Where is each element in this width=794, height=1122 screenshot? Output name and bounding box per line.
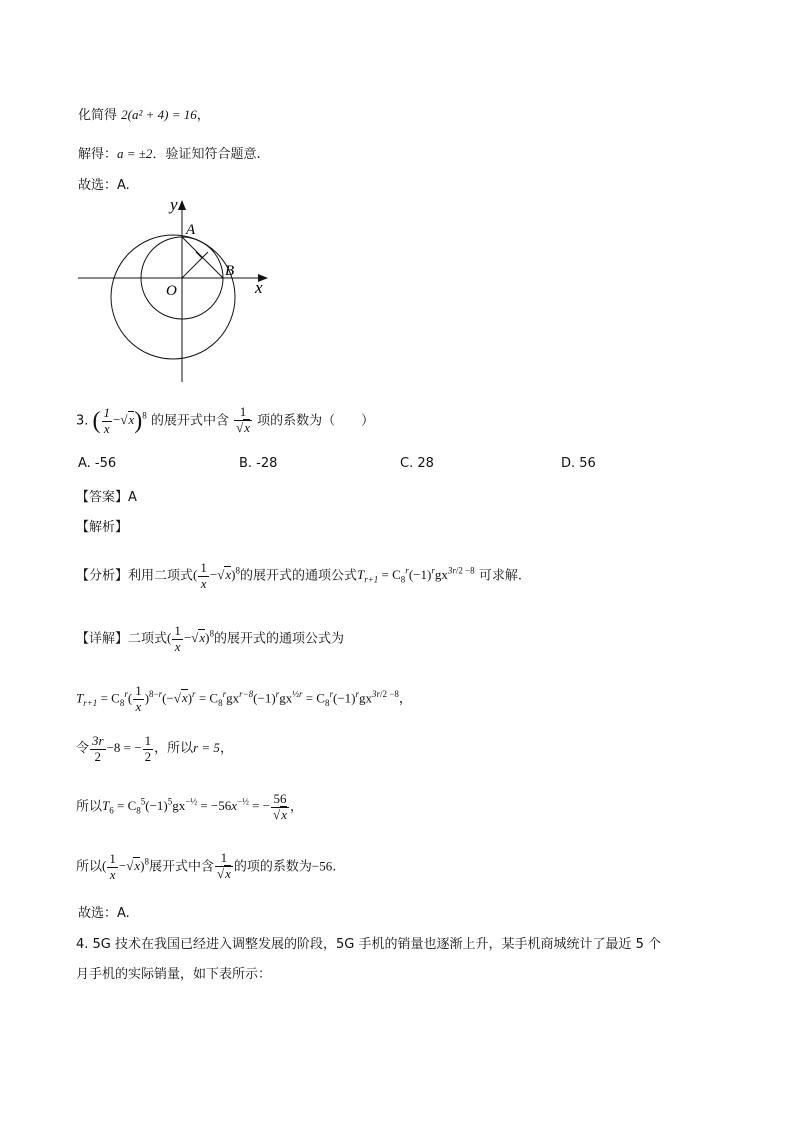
answer-line: 【答案】A bbox=[76, 490, 137, 505]
final-mid: 展开式中含 bbox=[148, 859, 214, 875]
simplify-prefix: 化简得 bbox=[78, 108, 118, 123]
problem3-choice: 故选：A. bbox=[78, 906, 130, 921]
fenxi-prefix: 【分析】利用二项式 bbox=[76, 568, 194, 584]
simplify-expression: 2(a² + 4) = 16 bbox=[121, 107, 197, 122]
r-value: r = 5 bbox=[193, 740, 220, 755]
option-d[interactable]: D. 56 bbox=[561, 456, 596, 471]
problem4-line1: 4. 5G 技术在我国已经进入调整发展的阶段，5G 手机的销量也逐渐上升，某手机商城统计了最近 5 个 bbox=[76, 937, 662, 952]
final-line: 所以( $\frac{1}{x}$ −√x)$^8$展开式中含 $\frac{1}{√x}$ 的项的系数为−56. bbox=[76, 850, 337, 882]
x-label: x bbox=[255, 278, 263, 297]
o-label: O bbox=[166, 283, 177, 299]
ling-prefix: 令 bbox=[76, 741, 90, 756]
y-label: y bbox=[170, 195, 178, 214]
option-b[interactable]: B. -28 bbox=[239, 456, 278, 471]
ling-mid: ，所以 bbox=[154, 741, 194, 756]
binomial-expression: ( $\frac{1}{x}$ −√x)$^8$ bbox=[92, 404, 147, 436]
solve-expression: a = ±2 bbox=[117, 146, 153, 161]
ling-line: 令 $\frac{3r}{2}$ −8 = − $\frac{1}{2}$ ，所以r = 5， bbox=[76, 732, 233, 764]
a-label: A bbox=[186, 222, 196, 238]
option-c[interactable]: C. 28 bbox=[400, 456, 434, 471]
options-row bbox=[78, 456, 596, 471]
fenxi-mid: 的展开式的通项公式 bbox=[239, 568, 357, 584]
perpendicular-segment bbox=[182, 258, 202, 278]
solve-prefix: 解得： bbox=[78, 147, 118, 162]
problem-number: 3. bbox=[76, 413, 89, 429]
analysis-heading: 【解析】 bbox=[76, 520, 129, 535]
suoyi-prefix: 所以 bbox=[76, 799, 103, 815]
fenxi-end: 可求解. bbox=[478, 568, 522, 584]
problem2-choice: 故选：A. bbox=[78, 178, 130, 193]
b-label: B bbox=[225, 263, 235, 279]
general-term-formula: $T_{r+1} = C_8^r$( $\frac{1}{x}$ )$^{8-r}(-√x)^r = C_8^rgx^{r-8}(-1)^rgx^{\frac{1}{2}r} = C_8^r(-1)^rgx^{3r/2 -8}$， bbox=[76, 682, 412, 714]
problem3-question bbox=[76, 394, 374, 443]
problem4-line2: 月手机的实际销量，如下表所示： bbox=[76, 967, 272, 982]
option-a[interactable]: A. -56 bbox=[78, 456, 117, 471]
fenxi-line: 【分析】利用二项式( $\frac{1}{x}$ −√x)$^8$的展开式的通项公式$T_{r+1} = C_8^r(-1)^rgx^{3r/2 -8}$ 可求解. bbox=[76, 559, 522, 591]
solve-note: ．验证知符合题意. bbox=[152, 147, 261, 162]
question-end: 项的系数为（ ） bbox=[257, 413, 375, 429]
detail-prefix: 【详解】二项式 bbox=[76, 631, 168, 647]
final-value: −56 bbox=[311, 858, 333, 874]
solve-line bbox=[78, 143, 261, 162]
detail-line: 【详解】二项式( $\frac{1}{x}$ −√x)$^8$的展开式的通项公式为 bbox=[76, 622, 344, 654]
final-end: 的项的系数为 bbox=[233, 859, 312, 875]
term-fraction: $\frac{1}{√x}$ bbox=[236, 404, 251, 436]
question-mid: 的展开式中含 bbox=[150, 413, 229, 429]
t6-line: 所以$T_6 = C_8^5(-1)^5gx^{-\frac{1}{2}} = -56x^{-\frac{1}{2}}$ = − $\frac{56}{√x}$ ， bbox=[76, 790, 303, 822]
simplify-line: 化简得 2(a² + 4) = 16， bbox=[78, 107, 210, 123]
y-axis-arrow bbox=[178, 200, 186, 210]
final-prefix: 所以 bbox=[76, 859, 103, 875]
detail-end: 的展开式的通项公式为 bbox=[213, 631, 344, 647]
circle-figure bbox=[70, 192, 280, 387]
